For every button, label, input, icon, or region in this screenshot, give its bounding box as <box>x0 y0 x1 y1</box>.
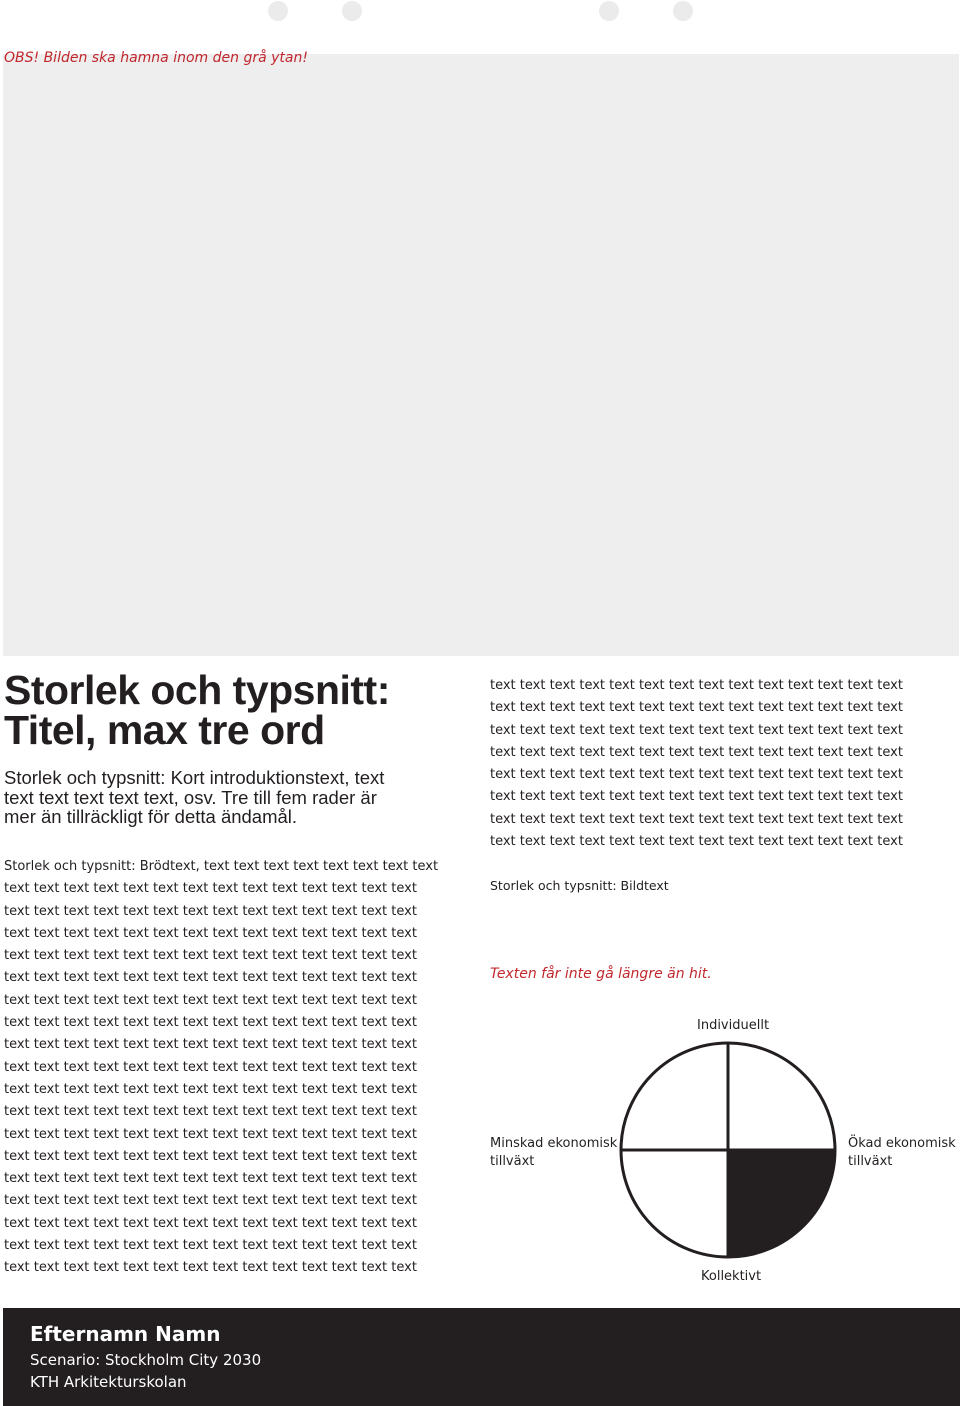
scenario-diagram <box>480 1010 960 1290</box>
right-text-line: text text text text text text text text text text text text text text <box>490 834 903 850</box>
intro-line: Storlek och typsnitt: Kort introduktionstext, text <box>4 767 385 788</box>
right-text-line: text text text text text text text text text text text text text text <box>490 678 903 693</box>
right-column-text <box>490 675 950 853</box>
image-placeholder-area <box>3 54 959 656</box>
image-caption: Storlek och typsnitt: Bildtext <box>490 878 669 893</box>
diagram-label-left <box>490 1135 617 1171</box>
binding-hole <box>599 1 619 21</box>
right-text-line: text text text text text text text text text text text text text text <box>490 700 903 716</box>
body-line: text text text text text text text text text text text text text text <box>4 1126 417 1142</box>
author-name: Efternamn Namn <box>30 1322 221 1346</box>
text-limit-warning: Texten får inte gå längre än hit. <box>490 966 712 982</box>
body-line: text text text text text text text text text text text text text text <box>4 948 417 964</box>
right-text-line: text text text text text text text text text text text text text text <box>490 811 903 827</box>
binding-hole <box>342 1 362 21</box>
diagram-label-top: Individuellt <box>697 1018 770 1033</box>
body-line: text text text text text text text text text text text text text text <box>4 881 417 897</box>
right-text-line: text text text text text text text text text text text text text text <box>490 722 903 738</box>
body-line: text text text text text text text text text text text text text text <box>4 1238 417 1254</box>
title-line: Titel, max tre ord <box>4 707 325 753</box>
body-line: Storlek och typsnitt: Brödtext, text text text text text text text text <box>4 859 439 874</box>
body-line: text text text text text text text text text text text text text text <box>4 1081 417 1097</box>
body-line: text text text text text text text text text text text text text text <box>4 903 417 919</box>
diagram-label-bottom: Kollektivt <box>701 1269 762 1284</box>
body-line: text text text text text text text text text text text text text text <box>4 1148 417 1164</box>
body-line: text text text text text text text text text text text text text text <box>4 1015 417 1031</box>
diagram-label-right <box>848 1135 956 1171</box>
scenario-label: Scenario: Stockholm City 2030 <box>30 1351 262 1369</box>
right-text-line: text text text text text text text text text text text text text text <box>490 789 903 805</box>
body-line: text text text text text text text text text text text text text text <box>4 1059 417 1075</box>
poster-title <box>4 667 464 753</box>
diagram-label-left-line: tillväxt <box>490 1154 535 1169</box>
intro-line: text text text text text, osv. Tre till fem rader är <box>4 786 377 808</box>
body-line: text text text text text text text text text text text text text text <box>4 1037 417 1053</box>
diagram-label-right-line: Ökad ekonomisk <box>848 1136 956 1151</box>
body-line: text text text text text text text text text text text text text text <box>4 925 417 941</box>
right-text-line: text text text text text text text text text text text text text text <box>490 767 903 783</box>
binding-hole <box>673 1 693 21</box>
binding-hole <box>268 1 288 21</box>
body-line: text text text text text text text text text text text text text text <box>4 1260 417 1276</box>
body-line: text text text text text text text text text text text text text text <box>4 1104 417 1120</box>
body-line: text text text text text text text text text text text text text text <box>4 1171 417 1187</box>
footer-bar <box>3 1308 960 1406</box>
school-name: KTH Arkitekturskolan <box>30 1373 187 1391</box>
body-line: text text text text text text text text text text text text text text <box>4 1193 417 1209</box>
diagram-label-left-line: Minskad ekonomisk <box>490 1136 618 1151</box>
body-line: text text text text text text text text text text text text text text <box>4 970 417 986</box>
title-line: Storlek och typsnitt: <box>4 667 390 713</box>
diagram-label-right-line: tillväxt <box>848 1154 893 1169</box>
image-notice: OBS! Bilden ska hamna inom den grå ytan! <box>4 50 308 66</box>
body-line: text text text text text text text text text text text text text text <box>4 992 417 1008</box>
body-text <box>4 856 474 1280</box>
intro-text <box>4 768 464 827</box>
intro-line: mer än tillräckligt för detta ändamål. <box>4 806 298 827</box>
right-text-line: text text text text text text text text text text text text text text <box>490 744 903 760</box>
body-line: text text text text text text text text text text text text text text <box>4 1215 417 1231</box>
